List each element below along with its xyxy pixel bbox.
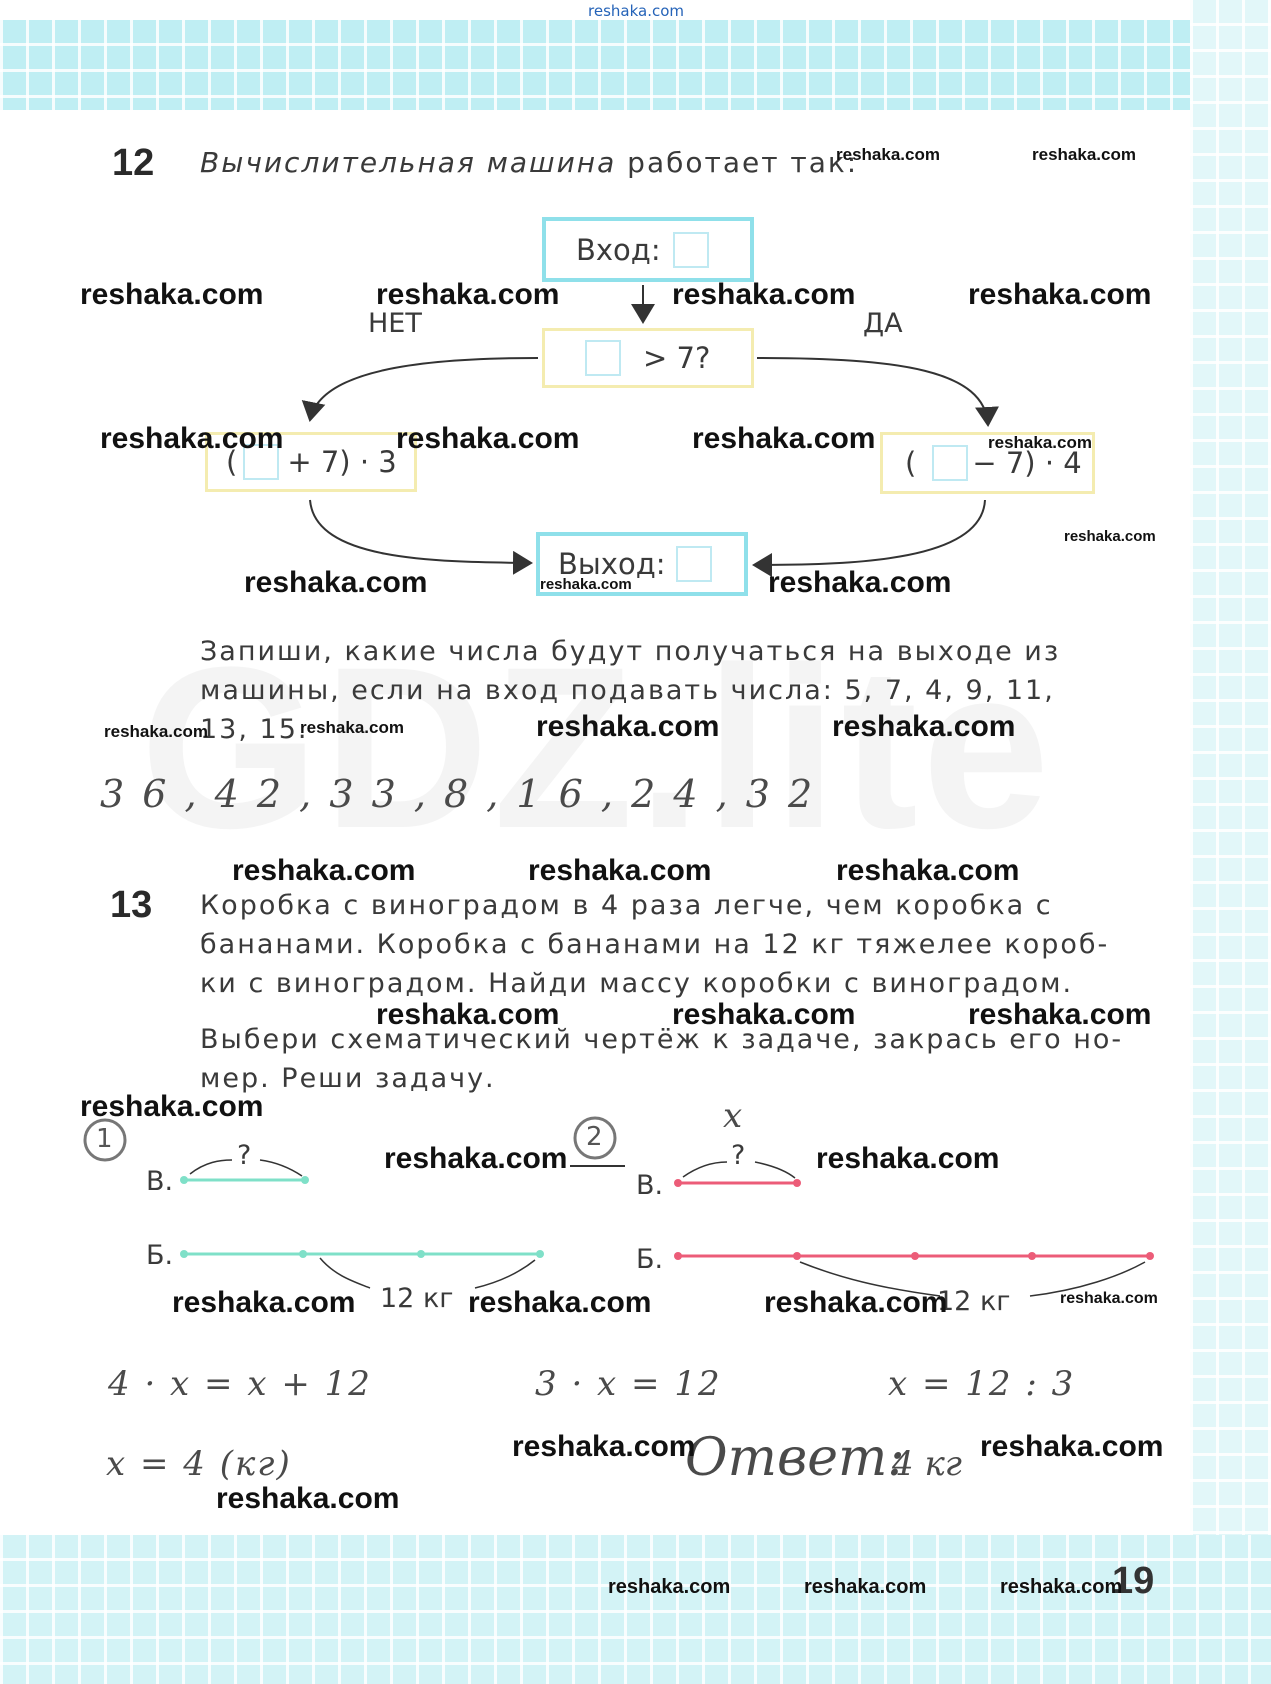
watermark-link[interactable]: reshaka.com: [300, 718, 404, 737]
right-op-rest: − 7) · 4: [972, 446, 1082, 480]
watermark-link[interactable]: reshaka.com: [216, 1482, 400, 1515]
watermark-link[interactable]: reshaka.com: [608, 1576, 731, 1598]
watermark-link[interactable]: reshaka.com: [672, 998, 856, 1031]
watermark-link[interactable]: reshaka.com: [512, 1430, 696, 1463]
scheme-2-number: 2: [586, 1122, 603, 1152]
watermark-link[interactable]: reshaka.com: [816, 1142, 1000, 1175]
solution-eq2: 3 · x = 12: [535, 1364, 722, 1404]
left-op-open: (: [226, 445, 238, 479]
watermark-link[interactable]: reshaka.com: [540, 576, 632, 593]
task-13-line2: бананами. Коробка с бананами на 12 кг тяжелее короб-: [200, 929, 1110, 960]
scheme-1-row-b: Б.: [146, 1240, 174, 1271]
watermark-link[interactable]: reshaka.com: [804, 1576, 927, 1598]
watermark-link[interactable]: reshaka.com: [232, 854, 416, 887]
watermark-link[interactable]: reshaka.com: [672, 278, 856, 311]
watermark-link[interactable]: reshaka.com: [1000, 1576, 1123, 1598]
scheme-2-row-v: В.: [636, 1170, 664, 1201]
watermark-link[interactable]: reshaka.com: [832, 710, 1016, 743]
solution-eq3: x = 12 : 3: [888, 1364, 1076, 1404]
scheme-1-number: 1: [96, 1124, 113, 1154]
watermark-link[interactable]: reshaka.com: [836, 854, 1020, 887]
task-12-text-line3: 13, 15.: [200, 714, 309, 745]
scheme-1-row-v: В.: [146, 1166, 174, 1197]
task-13-line4: Выбери схематический чертёж к задаче, закрась его но-: [200, 1024, 1124, 1055]
watermark-link[interactable]: reshaka.com: [980, 1430, 1164, 1463]
watermark-link[interactable]: reshaka.com: [836, 145, 940, 164]
task-13-line5: мер. Реши задачу.: [200, 1063, 496, 1094]
task-12-title-rest: работает так:: [627, 146, 859, 179]
condition-text: > 7?: [643, 341, 711, 375]
top-watermark[interactable]: reshaka.com: [588, 2, 684, 20]
input-label: Вход:: [576, 232, 661, 267]
scheme-2-question: ?: [731, 1140, 746, 1171]
watermark-link[interactable]: reshaka.com: [384, 1142, 568, 1175]
watermark-link[interactable]: reshaka.com: [1060, 1290, 1158, 1307]
no-label: НЕТ: [368, 308, 422, 339]
scheme-1-weight: 12 кг: [380, 1283, 454, 1314]
watermark-link[interactable]: reshaka.com: [968, 998, 1152, 1031]
watermark-link[interactable]: reshaka.com: [528, 854, 712, 887]
watermark-link[interactable]: reshaka.com: [1064, 528, 1156, 545]
solution-eq4: x = 4 (кг): [106, 1444, 292, 1484]
watermark-link[interactable]: reshaka.com: [764, 1286, 948, 1319]
watermark-link[interactable]: reshaka.com: [376, 278, 560, 311]
solution-eq1: 4 · x = x + 12: [108, 1364, 372, 1404]
solution-answer-word: Ответ:: [685, 1428, 905, 1488]
right-op-open: (: [905, 446, 917, 480]
watermark-link[interactable]: reshaka.com: [692, 422, 876, 455]
watermark-link[interactable]: reshaka.com: [376, 998, 560, 1031]
task-12-title-italic: Вычислительная машина: [200, 146, 617, 179]
watermark-link[interactable]: reshaka.com: [768, 566, 952, 599]
output-label: Выход:: [558, 547, 666, 581]
scheme-2-row-b: Б.: [636, 1244, 664, 1275]
task-13-number: 13: [110, 884, 153, 926]
task-13-line1: Коробка с виноградом в 4 раза легче, чем коробка с: [200, 890, 1053, 921]
watermark-link[interactable]: reshaka.com: [1032, 145, 1136, 164]
watermark-link[interactable]: reshaka.com: [468, 1286, 652, 1319]
watermark-link[interactable]: reshaka.com: [100, 422, 284, 455]
watermark-link[interactable]: reshaka.com: [244, 566, 428, 599]
watermark-link[interactable]: reshaka.com: [172, 1286, 356, 1319]
yes-label: ДА: [863, 308, 903, 339]
scheme-2-x-mark: x: [723, 1096, 743, 1136]
watermark-link[interactable]: reshaka.com: [80, 278, 264, 311]
page-number: 19: [1112, 1560, 1155, 1602]
watermark-link[interactable]: reshaka.com: [104, 722, 208, 741]
solution-answer-value: 4 кг: [892, 1444, 962, 1484]
scheme-2-weight: 12 кг: [937, 1286, 1011, 1317]
left-op-rest: + 7) · 3: [287, 445, 397, 479]
task-12-number: 12: [112, 142, 155, 184]
watermark-link[interactable]: reshaka.com: [968, 278, 1152, 311]
watermark-link[interactable]: reshaka.com: [396, 422, 580, 455]
task-12-text-line2: машины, если на вход подавать числа: 5, 7, 4, 9, 11,: [200, 675, 1055, 706]
task-12-text-line1: Запиши, какие числа будут получаться на выходе из: [200, 636, 1061, 667]
watermark-link[interactable]: reshaka.com: [536, 710, 720, 743]
task-13-line3: ки с виноградом. Найди массу коробки с виноградом.: [200, 968, 1074, 999]
watermark-link[interactable]: reshaka.com: [988, 433, 1092, 452]
scheme-1-question: ?: [237, 1140, 252, 1171]
watermark-link[interactable]: reshaka.com: [80, 1090, 264, 1123]
task-12-answer: 3 6 , 4 2 , 3 3 , 8 , 1 6 , 2 4 , 3 2: [100, 772, 816, 816]
